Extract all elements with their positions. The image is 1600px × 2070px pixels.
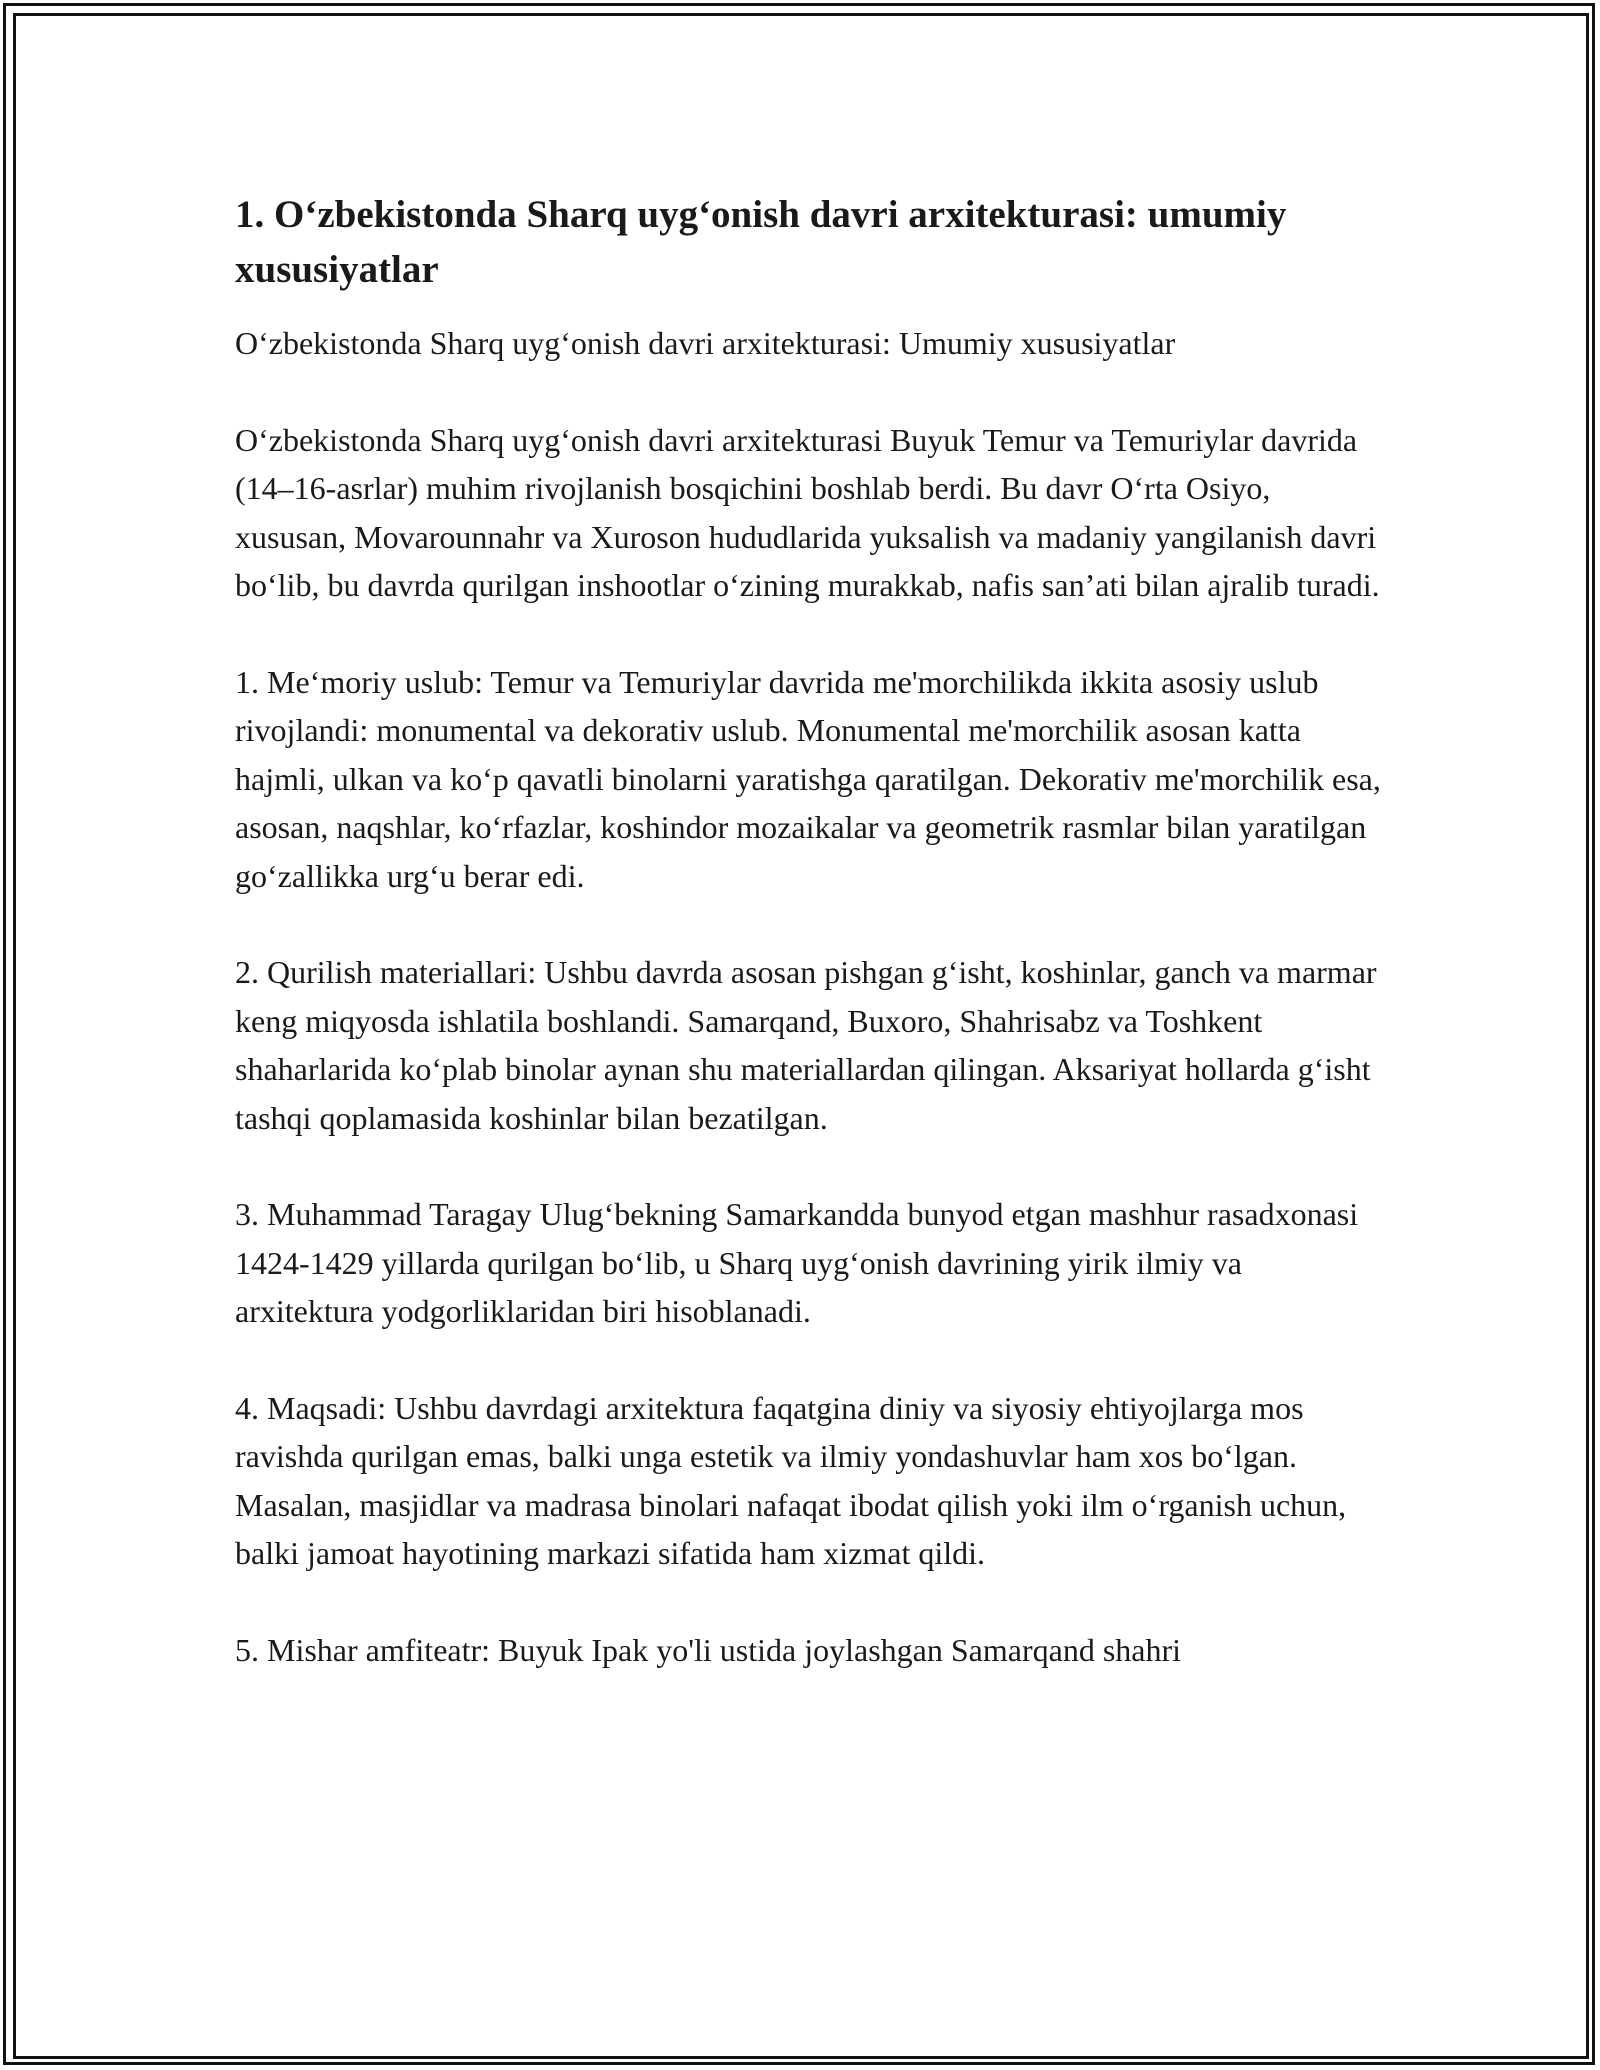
paragraph-purpose: 4. Maqsadi: Ushbu davrdagi arxitektura faqatgina diniy va siyosiy ehtiyojlarga mos ravishda qurilgan emas, balki unga estetik va ilmiy yondashuvlar ham xos bo‘lgan. Masalan, masjidlar va madrasa binolari nafaqat ibodat qilish yoki ilm o‘rganish uchun, balki jamoat hayotining markazi sifatida ham xizmat qildi. bbox=[235, 1389, 1347, 1571]
document-title: 1. O‘zbekistonda Sharq uyg‘onish davri arxitekturasi: umumiy xususiyatlar bbox=[235, 193, 1287, 291]
paragraph-building-materials: 2. Qurilish materiallari: Ushbu davrda asosan pishgan g‘isht, koshinlar, ganch va marmar keng miqyosda ishlatila boshlandi. Samarqand, Buxoro, Shahrisabz va Toshkent shaharlarida ko‘plab binolar aynan shu materiallardan qilingan. Aksariyat hollarda g‘isht tashqi qoplamasida koshinlar bilan bezatilgan. bbox=[235, 954, 1377, 1136]
document-subtitle: O‘zbekistonda Sharq uyg‘onish davri arxitekturasi: Umumiy xususiyatlar bbox=[235, 325, 1176, 361]
paragraph-observatory: 3. Muhammad Taragay Ulug‘bekning Samarkandda bunyod etgan mashhur rasadxonasi 1424-1429 yillarda qurilgan bo‘lib, u Sharq uyg‘onish davrining yirik ilmiy va arxitektura yodgorliklaridan biri hisoblanadi. bbox=[235, 1196, 1359, 1329]
paragraph-architectural-style: 1. Me‘moriy uslub: Temur va Temuriylar davrida me'morchilikda ikkita asosiy uslub rivojlandi: monumental va dekorativ uslub. Monumental me'morchilik asosan katta hajmli, ulkan va ko‘p qavatli binolarni yaratishga qaratilgan. Dekorativ me'morchilik esa, asosan, naqshlar, ko‘rfazlar, koshindor mozaikalar va geometrik rasmlar bilan yaratilgan go‘zallikka urg‘u berar edi. bbox=[235, 663, 1381, 894]
document-page bbox=[235, 187, 1385, 1722]
paragraph-amphitheater: 5. Mishar amfiteatr: Buyuk Ipak yo'li ustida joylashgan Samarqand shahri bbox=[235, 1631, 1182, 1668]
intro-paragraph: O‘zbekistonda Sharq uyg‘onish davri arxitekturasi Buyuk Temur va Temuriylar davrida (14–16-asrlar) muhim rivojlanish bosqichini boshlab berdi. Bu davr O‘rta Osiyo, xususan, Movarounnahr va Xuroson hududlarida yuksalish va madaniy yangilanish davri bo‘lib, bu davrda qurilgan inshootlar o‘zining murakkab, nafis san’ati bilan ajralib turadi. bbox=[235, 421, 1380, 603]
